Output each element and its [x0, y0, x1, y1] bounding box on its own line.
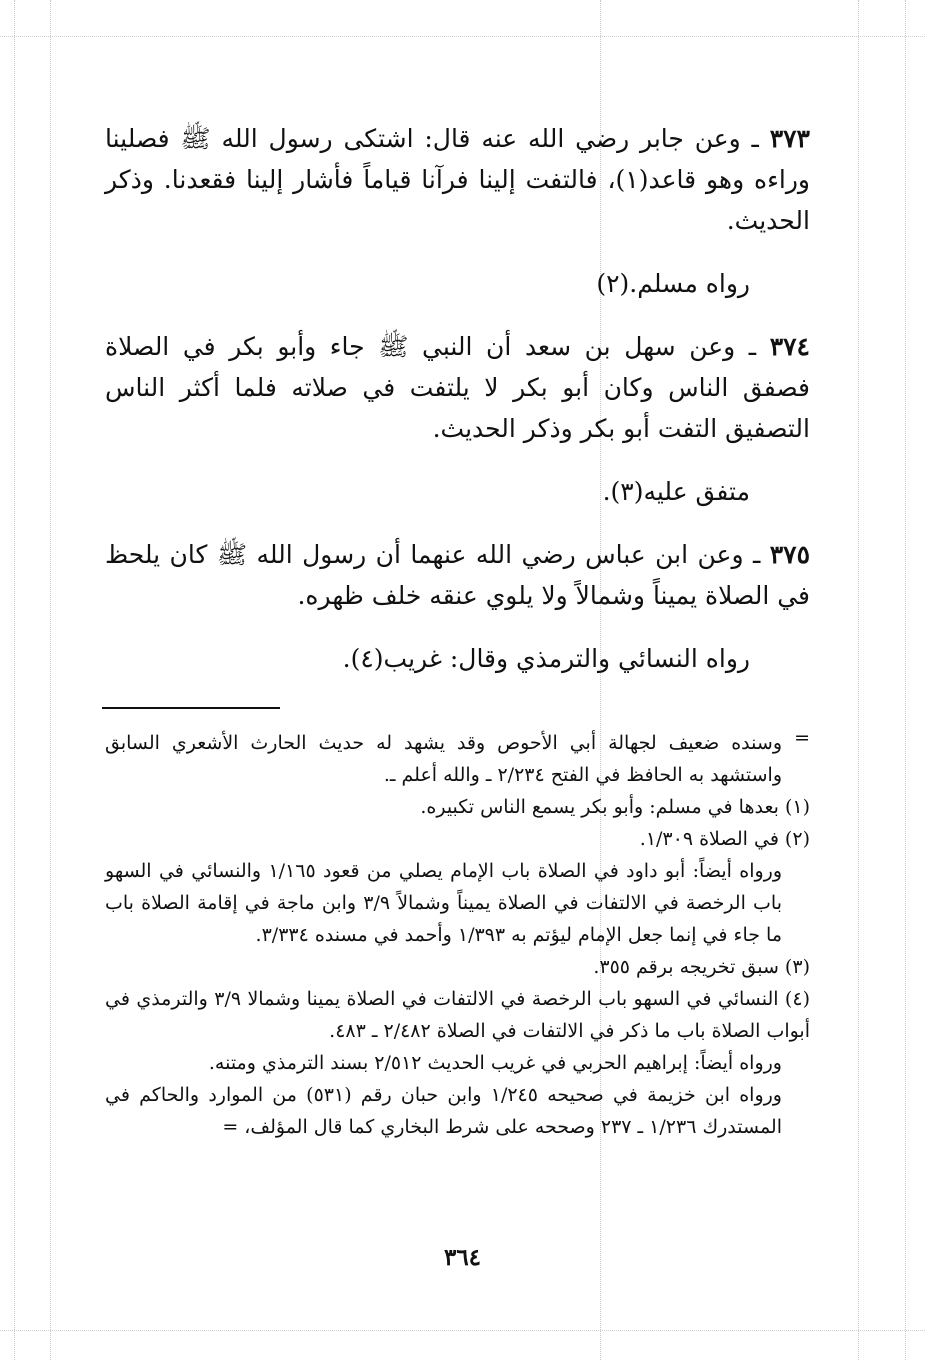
hadith-paragraph — [105, 326, 810, 449]
scan-guide-line — [858, 0, 859, 1360]
hadith-number: ٣٧٥ — [769, 540, 811, 569]
hadith-source: متفق عليه(٣). — [602, 477, 750, 506]
hadith-number: ٣٧٣ — [769, 124, 810, 153]
footnote-3: (٣) سبق تخريجه برقم ٣٥٥. — [593, 956, 810, 978]
continuation-mark: = — [794, 727, 810, 749]
hadith-text: ـ وعن ابن عباس رضي الله عنهما أن رسول الله ﷺ كان يلحظ في الصلاة يميناً وشمالاً ولا يلوي عنقه خلف ظهره. — [105, 540, 810, 610]
hadith-number: ٣٧٤ — [769, 332, 810, 361]
hadith-source: رواه مسلم.(٢) — [596, 269, 750, 298]
footnote-4-extra: ورواه ابن خزيمة في صحيحه ١/٢٤٥ وابن حبان رقم (٥٣١) من الموارد والحاكم في المستدرك ١/٢٣٦ ـ ٢٣٧ وصححه على شرط البخاري كما قال المؤلف، = — [105, 1084, 782, 1138]
scan-guide-line — [0, 1330, 925, 1331]
page-content — [105, 118, 810, 1143]
footnote-4: (٤) النسائي في السهو باب الرخصة في الالتفات في الصلاة يمينا وشمالا ٣/٩ والترمذي في أبواب الصلاة باب ما ذكر في الالتفات في الصلاة ٢/٤٨٢ ـ ٤٨٣. — [105, 988, 810, 1042]
footnote-continuation — [105, 727, 810, 791]
scan-guide-line — [0, 36, 925, 37]
hadith-text: ـ وعن سهل بن سعد أن النبي ﷺ جاء وأبو بكر في الصلاة فصفق الناس وكان أبو بكر لا يلتفت في صلاته فلما أكثر الناس التصفيق التفت أبو بكر وذكر الحديث. — [105, 332, 810, 443]
footnote-2-extra: ورواه أيضاً: أبو داود في الصلاة باب الإمام يصلي من قعود ١/١٦٥ والنسائي في السهو باب الرخصة في الالتفات في الصلاة يميناً وشمالاً ٣/٩ وابن ماجة في إقامة الصلاة باب ما جاء في إنما جعل الإمام ليؤتم به ١/٣٩٣ وأحمد في مسنده ٣/٣٣٤. — [105, 860, 783, 946]
scan-guide-line — [905, 0, 906, 1360]
hadith-source: رواه النسائي والترمذي وقال: غريب(٤). — [342, 644, 750, 673]
scan-guide-line — [14, 0, 15, 1360]
scan-guide-line — [50, 0, 51, 1360]
hadith-text: ـ وعن جابر رضي الله عنه قال: اشتكى رسول الله ﷺ فصلينا وراءه وهو قاعد(١)، فالتفت إلينا فرآنا قياماً فأشار إلينا فقعدنا. وذكر الحديث. — [105, 124, 810, 235]
footnote-2: (٢) في الصلاة ١/٣٠٩. — [639, 828, 810, 850]
page-number: ٣٦٤ — [443, 1244, 482, 1271]
footnote-4-extra: ورواه أيضاً: إبراهيم الحربي في غريب الحديث ٢/٥١٢ بسند الترمذي ومتنه. — [208, 1052, 782, 1074]
hadith-paragraph — [105, 534, 810, 616]
footnote-separator — [102, 707, 280, 709]
hadith-paragraph — [105, 118, 810, 241]
footnote-1: (١) بعدها في مسلم: وأبو بكر يسمع الناس تكبيره. — [420, 796, 810, 818]
footnote-continuation-text: وسنده ضعيف لجهالة أبي الأحوص وقد يشهد له حديث الحارث الأشعري السابق واستشهد به الحافظ في الفتح ٢/٢٣٤ ـ والله أعلم ـ. — [105, 732, 782, 786]
